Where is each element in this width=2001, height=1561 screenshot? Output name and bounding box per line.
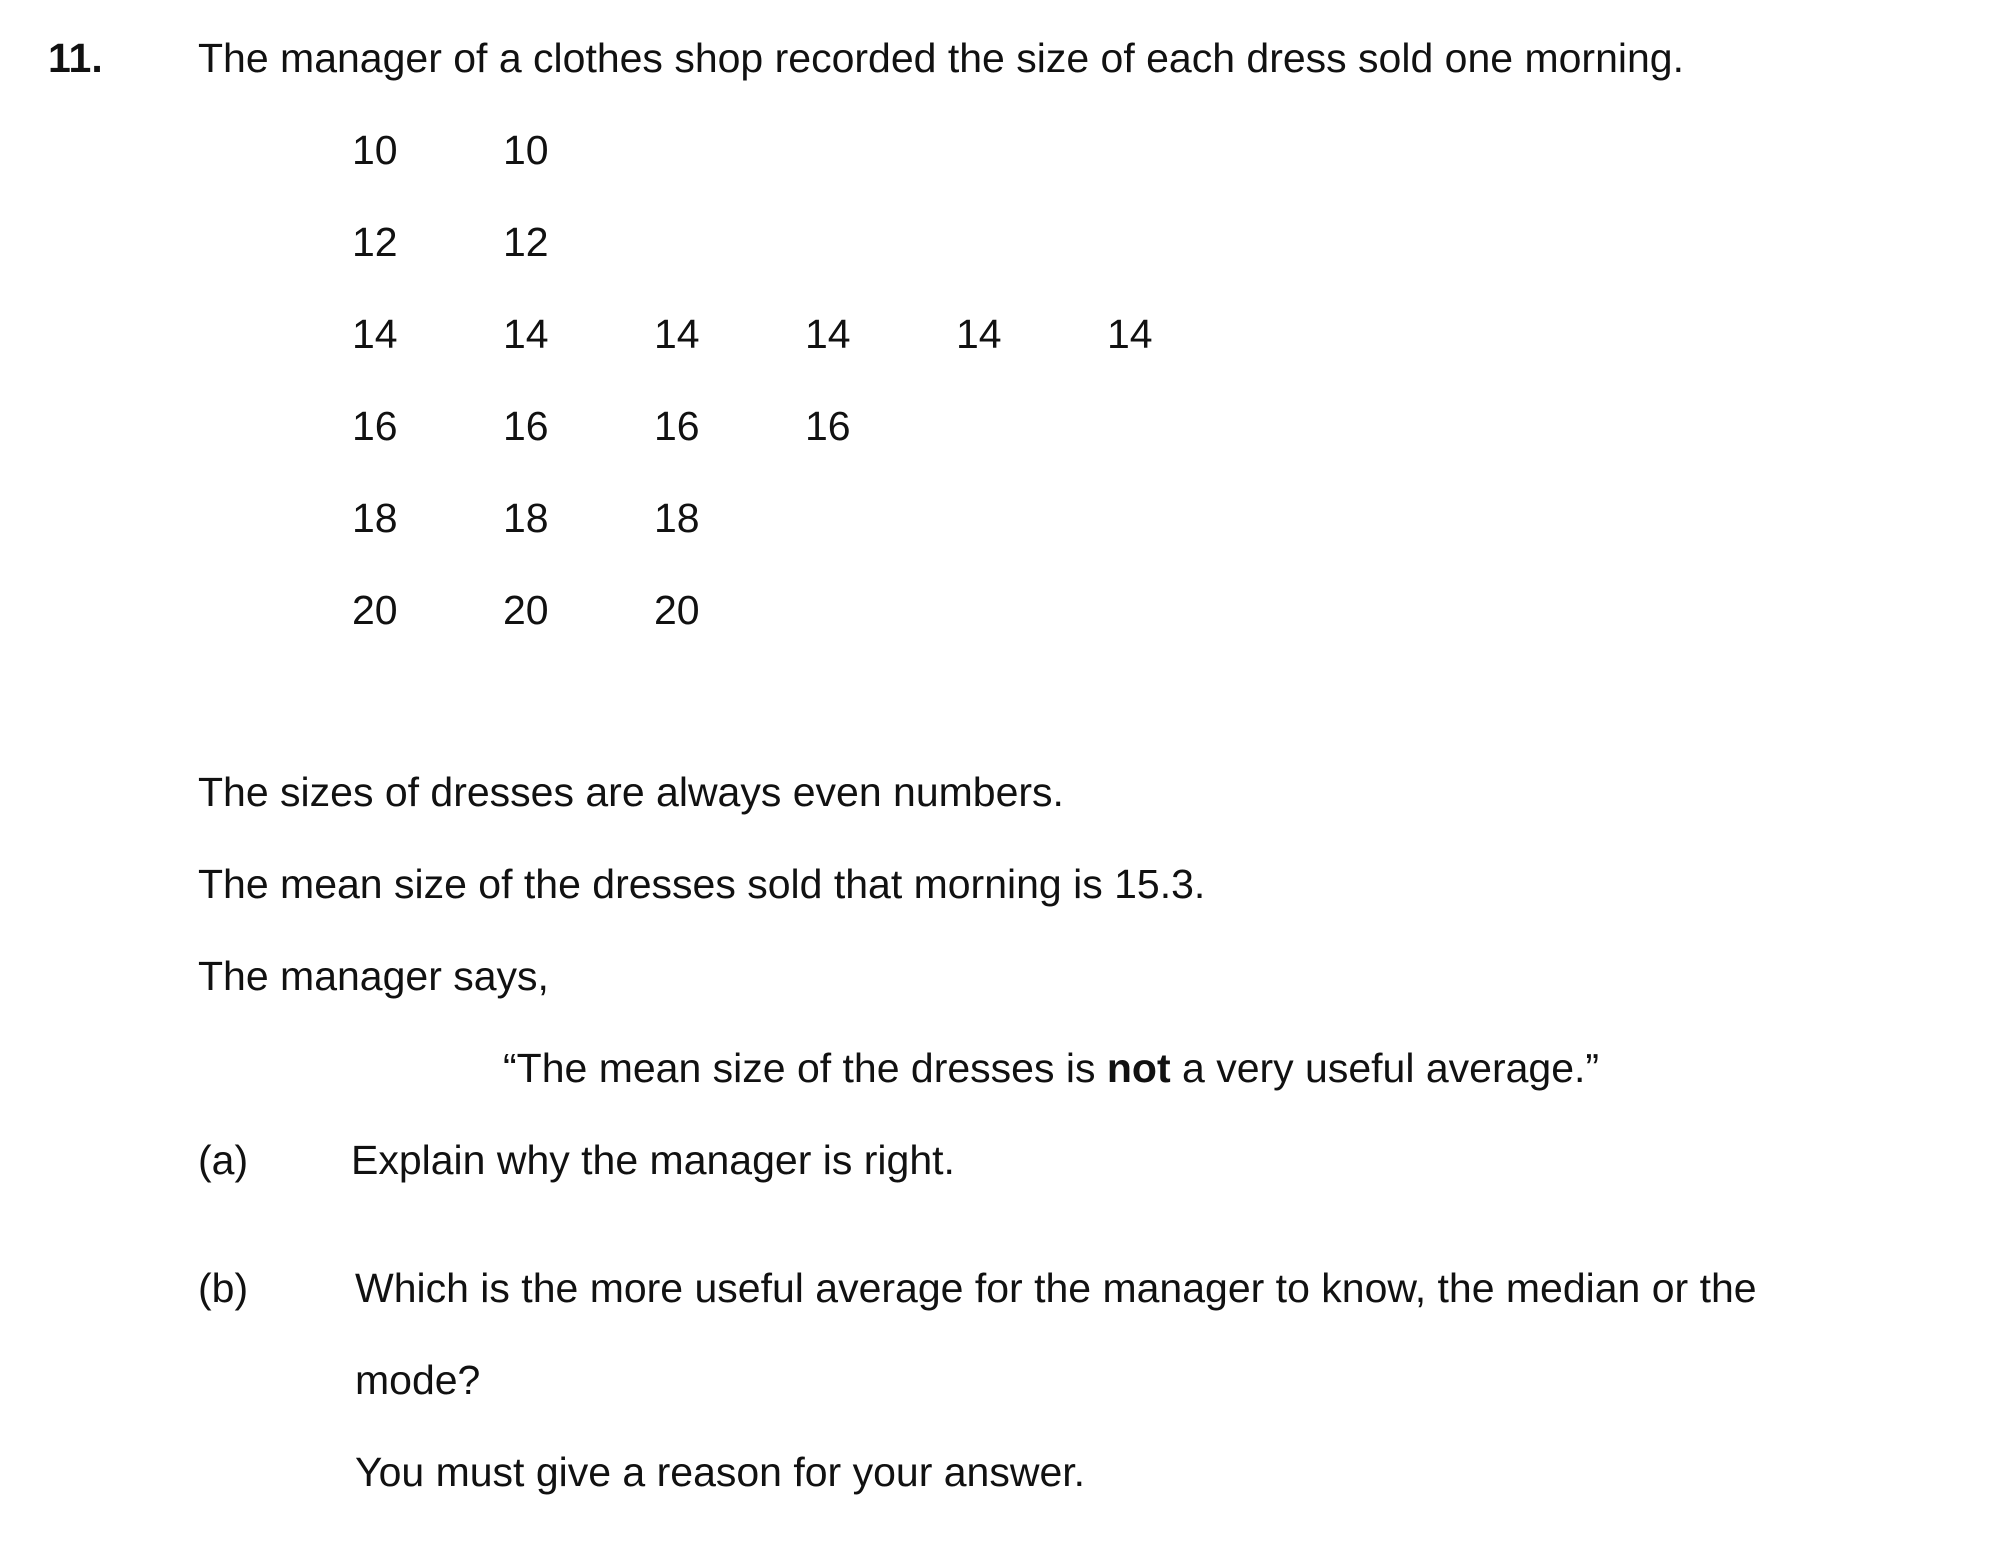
- quote-emphasis: not: [1106, 1045, 1171, 1091]
- size-value: 20: [654, 587, 700, 633]
- size-value: 10: [503, 127, 549, 173]
- size-value: 16: [352, 403, 398, 449]
- question-number: 11.: [48, 35, 103, 81]
- size-value: 14: [1107, 311, 1153, 357]
- part-a-label: (a): [198, 1137, 249, 1183]
- size-value: 16: [503, 403, 549, 449]
- statement-mean-size: The mean size of the dresses sold that morning is 15.3.: [198, 861, 1206, 907]
- part-b-text-line3: You must give a reason for your answer.: [355, 1449, 1086, 1495]
- size-value: 14: [805, 311, 851, 357]
- size-value: 18: [352, 495, 398, 541]
- size-value: 12: [503, 219, 549, 265]
- size-value: 16: [654, 403, 700, 449]
- statement-even-sizes: The sizes of dresses are always even numbers.: [198, 769, 1064, 815]
- quote-after: a very useful average.”: [1170, 1045, 1600, 1091]
- size-value: 20: [352, 587, 398, 633]
- manager-quote: [503, 1045, 1600, 1091]
- quote-before: “The mean size of the dresses is: [503, 1045, 1107, 1091]
- part-b-text-line1: Which is the more useful average for the manager to know, the median or the: [355, 1265, 1757, 1311]
- size-value: 18: [654, 495, 700, 541]
- size-value: 14: [503, 311, 549, 357]
- size-value: 14: [352, 311, 398, 357]
- size-value: 14: [654, 311, 700, 357]
- part-a-text: Explain why the manager is right.: [351, 1137, 955, 1183]
- size-value: 18: [503, 495, 549, 541]
- size-value: 12: [352, 219, 398, 265]
- part-b-text-line2: mode?: [355, 1357, 481, 1403]
- size-value: 16: [805, 403, 851, 449]
- size-value: 20: [503, 587, 549, 633]
- size-value: 14: [956, 311, 1002, 357]
- part-b-label: (b): [198, 1265, 249, 1311]
- size-value: 10: [352, 127, 398, 173]
- question-intro: The manager of a clothes shop recorded the size of each dress sold one morning.: [198, 35, 1684, 81]
- statement-manager-says: The manager says,: [198, 953, 549, 999]
